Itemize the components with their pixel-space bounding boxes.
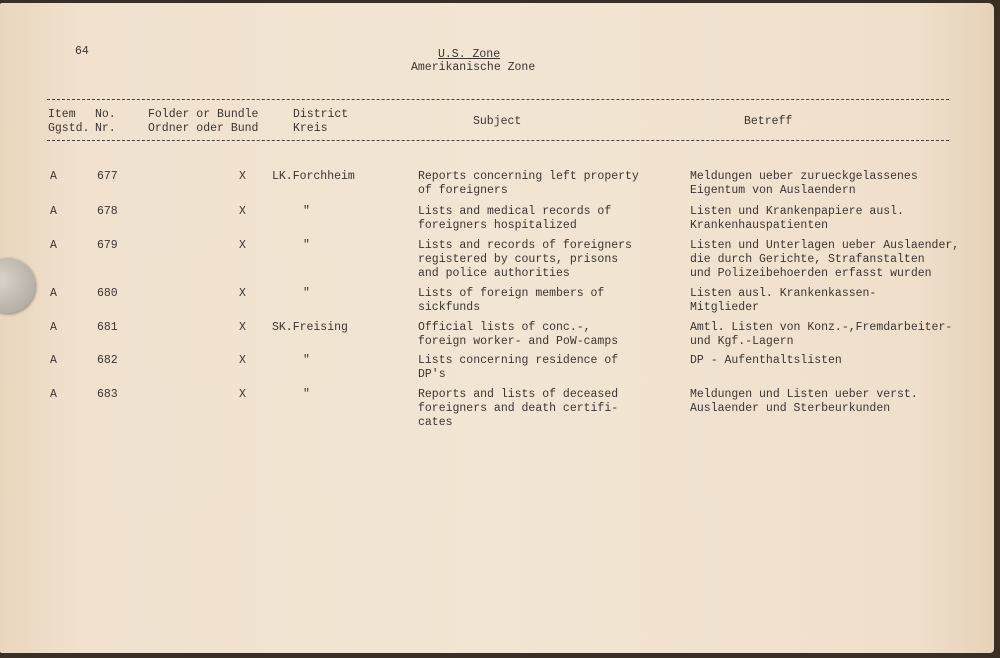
cell-district: " [303, 205, 310, 218]
cell-item: A [50, 321, 57, 334]
cell-no: 677 [97, 170, 118, 183]
header-betreff: Betreff [744, 115, 793, 128]
cell-subject: Lists and records of foreigners registered by courts, prisons and police authorities [418, 239, 632, 280]
cell-betreff: DP - Aufenthaltslisten [690, 354, 842, 367]
cell-subject: Reports concerning left property of foreigners [418, 170, 639, 197]
cell-no: 680 [97, 287, 118, 300]
subtitle: Amerikanische Zone [411, 61, 536, 74]
cell-item: A [50, 388, 57, 401]
cell-item: A [50, 354, 57, 367]
divider [47, 99, 949, 100]
cell-betreff: Listen und Krankenpapiere ausl. Krankenhauspatienten [690, 205, 904, 232]
binder-clip [0, 258, 35, 313]
header-district-de: Kreis [293, 122, 328, 135]
header-item-de: Ggstd. [48, 122, 90, 135]
cell-betreff: Meldungen und Listen ueber verst. Auslaender und Sterbeurkunden [690, 388, 918, 415]
divider [47, 140, 949, 141]
cell-subject: Official lists of conc.-, foreign worker- and PoW-camps [418, 321, 619, 348]
document-page [0, 3, 994, 653]
cell-district: SK.Freising [272, 321, 348, 334]
cell-folder: X [239, 239, 246, 252]
cell-folder: X [239, 388, 246, 401]
cell-subject: Lists and medical records of foreigners hospitalized [418, 205, 612, 232]
cell-folder: X [239, 321, 246, 334]
cell-item: A [50, 239, 57, 252]
cell-no: 683 [97, 388, 118, 401]
header-no: No. [95, 108, 116, 121]
cell-betreff: Listen ausl. Krankenkassen- Mitglieder [690, 287, 877, 314]
cell-subject: Reports and lists of deceased foreigners and death certifi- cates [418, 388, 619, 429]
cell-item: A [50, 287, 57, 300]
cell-folder: X [239, 205, 246, 218]
cell-betreff: Listen und Unterlagen ueber Auslaender, die durch Gerichte, Strafanstalten und Polizeibehoerden erfasst wurden [690, 239, 960, 280]
cell-folder: X [239, 287, 246, 300]
cell-subject: Lists concerning residence of DP's [418, 354, 619, 381]
cell-betreff: Amtl. Listen von Konz.-,Fremdarbeiter- und Kgf.-Lagern [690, 321, 953, 348]
cell-item: A [50, 205, 57, 218]
cell-item: A [50, 170, 57, 183]
header-folder-de: Ordner oder Bund [148, 122, 259, 135]
cell-district: " [303, 239, 310, 252]
cell-folder: X [239, 354, 246, 367]
cell-betreff: Meldungen ueber zurueckgelassenes Eigentum von Auslaendern [690, 170, 918, 197]
cell-district: " [303, 287, 310, 300]
header-item: Item [48, 108, 76, 121]
cell-no: 682 [97, 354, 118, 367]
cell-no: 678 [97, 205, 118, 218]
cell-district: LK.Forchheim [272, 170, 355, 183]
page-number: 64 [75, 45, 89, 58]
cell-no: 679 [97, 239, 118, 252]
title: U.S. Zone [438, 48, 501, 61]
header-district: District [293, 108, 349, 121]
cell-folder: X [239, 170, 246, 183]
header-no-de: Nr. [95, 122, 116, 135]
cell-no: 681 [97, 321, 118, 334]
header-subject: Subject [473, 115, 522, 128]
header-folder: Folder or Bundle [148, 108, 259, 121]
cell-district: " [303, 354, 310, 367]
cell-subject: Lists of foreign members of sickfunds [418, 287, 605, 314]
cell-district: " [303, 388, 310, 401]
